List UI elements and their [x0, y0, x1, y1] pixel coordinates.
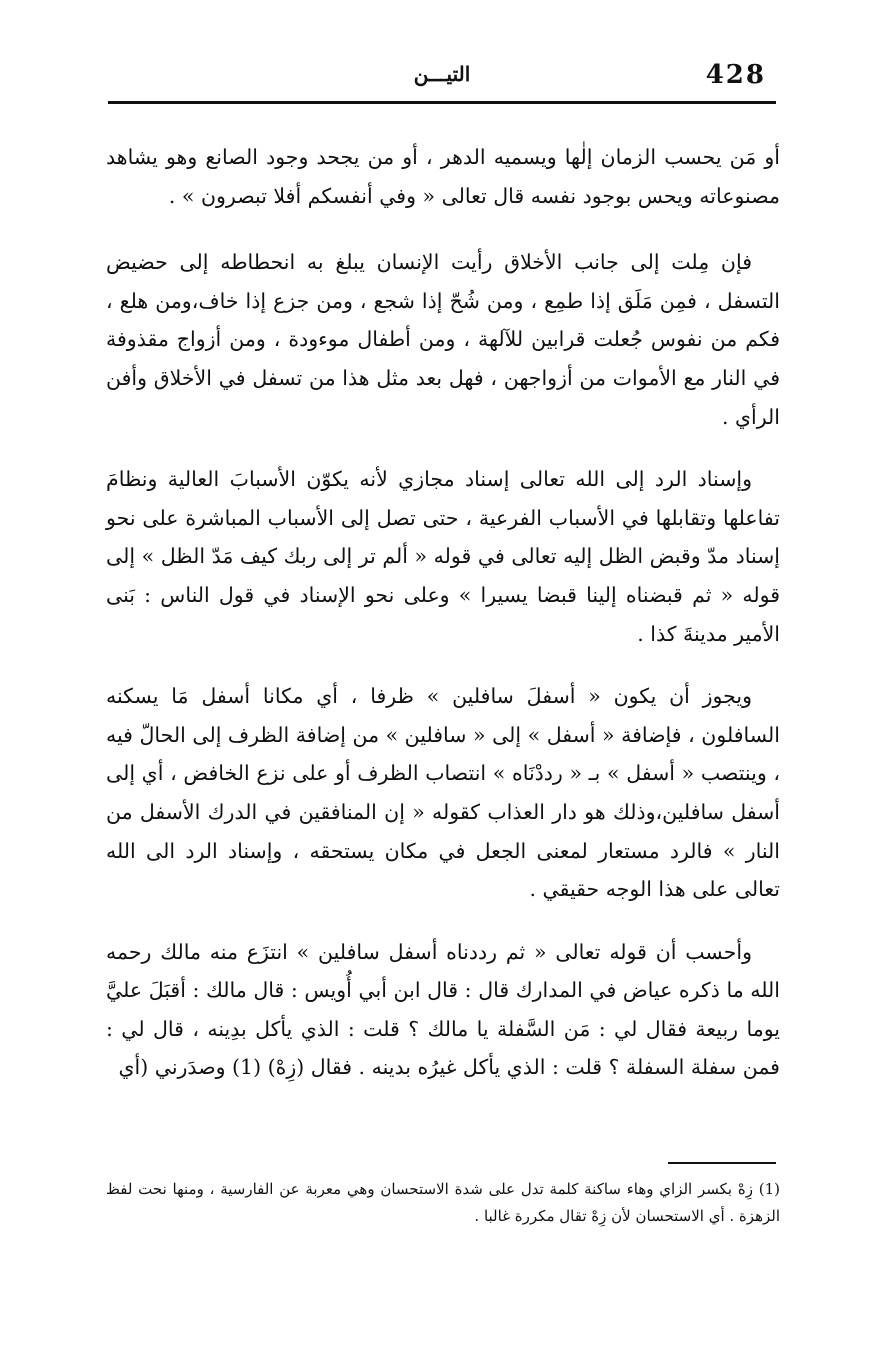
page-header: [108, 60, 776, 100]
page-number: 428: [705, 60, 766, 90]
paragraph-4: ويجوز أن يكون « أسفلَ سافلين » ظرفا ، أي مكانا أسفل مَا يسكنه السافلون ، فإضافة « أسفل » إلى « سافلين » من إضافة الظرف إلى الحالّ فيه ، وينتصب « أسفل » بـ « رددْنَاه » انتصاب الظرف أو على نزع الخافض ، أي إلى أسفل سافلين،وذلك هو دار العذاب كقوله « إن المنافقين في الدرك الأسفل من النار » فالرد مستعار لمعنى الجعل في مكان يستحقه ، وإسناد الرد الى الله تعالى على هذا الوجه حقيقي .: [106, 684, 780, 902]
footnote-rule: [668, 1162, 776, 1164]
paragraph-2: فإن مِلت إلى جانب الأخلاق رأيت الإنسان يبلغ به انحطاطه إلى حضيض التسفل ، فمِن مَلَق إذا طمِع ، ومن شُحّ إذا شجع ، ومن جزع إذا خاف،ومن هلع ، فكم من نفوس جُعلت قرابين للآلهة ، ومن أطفال موءودة ، ومن أزواج مقذوفة في النار مع الأموات من أزواجهن ، فهل بعد مثل هذا من تسفل في الأخلاق وأفن الرأي .: [106, 250, 780, 429]
footnote: (1) زِهْ بكسر الزاي وهاء ساكنة كلمة تدل على شدة الاستحسان وهي معربة عن الفارسية ، ومنها نحت لفظ الزهزة . أي الاستحسان لأن زِهْ تقال مكررة غالبا .: [106, 1180, 780, 1225]
running-head: التيـــن: [413, 62, 471, 86]
body-text: [106, 138, 780, 1111]
paragraph-1: أو مَن يحسب الزمان إلٰها ويسميه الدهر ، أو من يجحد وجود الصانع وهو يشاهد مصنوعاته ويحس بوجود نفسه قال تعالى « وفي أنفسكم أفلا تبصرون » .: [106, 145, 780, 208]
paragraph-5: وأحسب أن قوله تعالى « ثم رددناه أسفل سافلين » انتزَع منه مالك رحمه الله ما ذكره عياض في المدارك قال : قال ابن أبي أُويس : قال مالك : أقبَلَ عليَّ يوما ربيعة فقال لي : مَن السَّفلة يا مالك ؟ قلت : الذي يأكل بدِينه ، قال لي : فمن سفلة السفلة ؟ قلت : الذي يأكل غيرُه بدينه . فقال (زِهْ) (1) وصدَرني (أي: [106, 939, 780, 1080]
paragraph-3: وإسناد الرد إلى الله تعالى إسناد مجازي لأنه يكوّن الأسبابَ العالية ونظامَ تفاعلها وتقابلها في الأسباب الفرعية ، حتى تصل إلى الأسباب المباشرة على نحو إسناد مدّ وقبض الظل إليه تعالى في قوله « ألم تر إلى ربك كيف مَدّ الظل » إلى قوله « ثم قبضناه إلينا قبضا يسيرا » وعلى نحو الإسناد في قول الناس : بَنى الأمير مدينةَ كذا .: [106, 467, 780, 646]
header-rule: [108, 101, 776, 104]
